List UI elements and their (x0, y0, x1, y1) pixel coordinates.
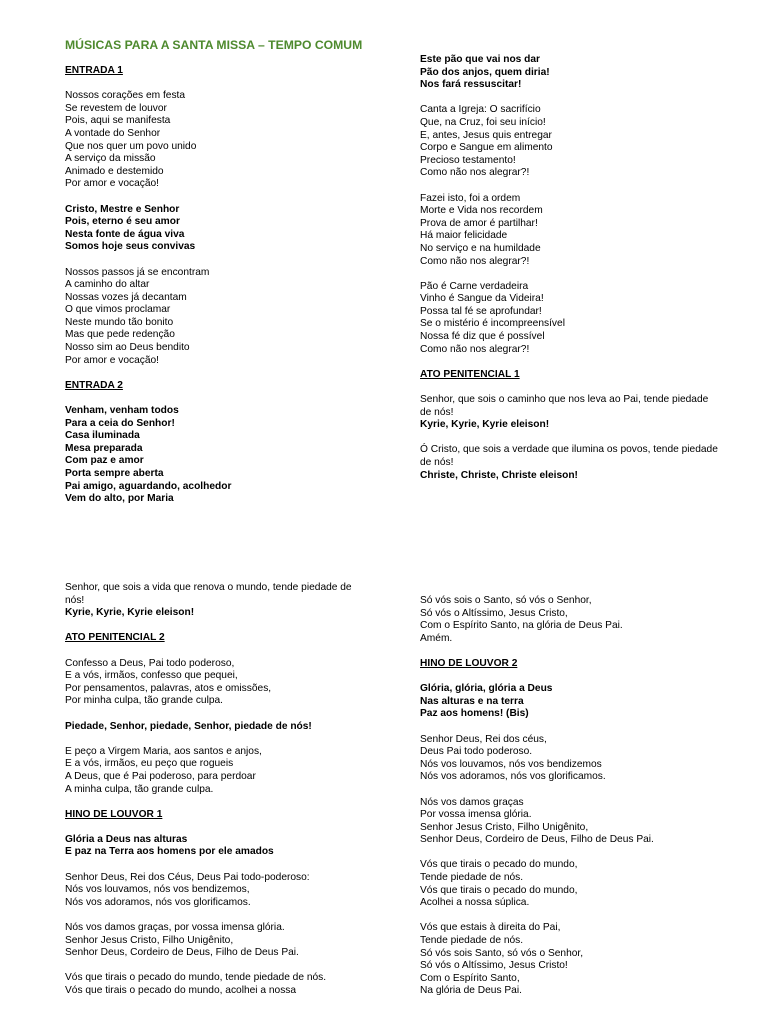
ato1-invocation-3 (65, 582, 385, 620)
lyric-line: Que nos quer um povo unido (65, 140, 197, 152)
response-line: Kyrie, Kyrie, Kyrie eleison! (420, 419, 550, 431)
lyric-line: Nós vos adoramos, nós vos glorificamos. (420, 771, 606, 783)
hino1-chorus (65, 834, 385, 859)
chorus-line: Nas alturas e na terra (420, 695, 524, 707)
chorus-line: Somos hoje seus convivas (65, 241, 196, 253)
lyric-line: Senhor Jesus Cristo, Filho Unigênito, (420, 821, 589, 833)
lyric-line: Nosso sim ao Deus bendito (65, 342, 190, 354)
chorus-line: Este pão que vai nos dar (420, 54, 541, 65)
page2-right-column (420, 595, 740, 1011)
lyric-line: Nossos corações em festa (65, 90, 186, 102)
lyric-line: Confesso a Deus, Pai todo poderoso, (65, 657, 235, 669)
hino2-verse-2 (420, 797, 740, 847)
lyric-line: Tende piedade de nós. (420, 935, 524, 947)
lyric-line: Com o Espírito Santo, (420, 972, 520, 984)
entrada2-verse-3 (420, 281, 740, 357)
document-page-2 (0, 570, 768, 1024)
lyric-line: Morte e Vida nos recordem (420, 205, 543, 217)
lyric-line: Com o Espírito Santo, na glória de Deus Pai. (420, 620, 623, 632)
lyric-line: Animado e destemido (65, 165, 164, 177)
ato1-invocation-1 (420, 394, 740, 432)
chorus-line: Paz aos homens! (Bis) (420, 708, 529, 720)
chorus-line: Com paz e amor (65, 455, 144, 467)
section-heading-hino-de-louvor-2: HINO DE LOUVOR 2 (420, 657, 518, 669)
lyric-line: E peço a Virgem Maria, aos santos e anjos, (65, 745, 262, 757)
response-line: Christe, Christe, Christe eleison! (420, 469, 578, 481)
lyric-line: Acolhei a nossa súplica. (420, 897, 530, 909)
lyric-line: Pão é Carne verdadeira (420, 280, 529, 292)
lyric-line: Deus Pai todo poderoso. (420, 746, 533, 758)
chorus-line: Pois, eterno é seu amor (65, 216, 180, 228)
section-heading-entrada-2: ENTRADA 2 (65, 379, 123, 391)
hino1-verse-3 (65, 972, 385, 997)
lyric-line: Fazei isto, foi a ordem (420, 192, 521, 204)
chorus-line: Glória, glória, glória a Deus (420, 683, 553, 695)
lyric-line: Tende piedade de nós. (420, 872, 524, 884)
lyric-line: Por amor e vocação! (65, 178, 159, 190)
lyric-line: Corpo e Sangue em alimento (420, 142, 553, 154)
lyric-line: Nossa fé diz que é possível (420, 331, 545, 343)
invocation-text: Senhor, que sois o caminho que nos leva ao Pai, tende piedade de nós! (420, 394, 709, 418)
lyric-line: No serviço e na humildade (420, 242, 541, 254)
invocation-text: Senhor, que sois a vida que renova o mundo, tende piedade de nós! (65, 582, 352, 606)
lyric-line: A minha culpa, tão grande culpa. (65, 783, 214, 795)
lyric-line: Amém. (420, 632, 453, 644)
lyric-line: Senhor Deus, Rei dos Céus, Deus Pai todo-poderoso: (65, 871, 310, 883)
hino2-verse-3 (420, 859, 740, 909)
chorus-line: Vem do alto, por Maria (65, 493, 174, 505)
section-heading-entrada-1: ENTRADA 1 (65, 65, 123, 76)
refrain-line: Piedade, Senhor, piedade, Senhor, piedade de nós! (65, 720, 312, 732)
ato2-refrain (65, 721, 385, 734)
hino2-verse-4 (420, 922, 740, 998)
lyric-line: Senhor Deus, Rei dos céus, (420, 733, 547, 745)
lyric-line: O que vimos proclamar (65, 304, 171, 316)
entrada2-chorus (65, 405, 385, 506)
lyric-line: Se o mistério é incompreensível (420, 318, 565, 330)
lyric-line: Nossos passos já se encontram (65, 266, 210, 278)
chorus-line: Pai amigo, aguardando, acolhedor (65, 480, 232, 492)
lyric-line: Senhor Deus, Cordeiro de Deus, Filho de Deus Pai. (420, 834, 654, 846)
hino2-chorus (420, 683, 740, 721)
lyric-line: Só vós o Altíssimo, Jesus Cristo, (420, 607, 568, 619)
lyric-line: Há maior felicidade (420, 230, 508, 242)
lyric-line: Senhor Deus, Cordeiro de Deus, Filho de Deus Pai. (65, 947, 299, 959)
lyric-line: Vós que tirais o pecado do mundo, tende piedade de nós. (65, 972, 327, 984)
lyric-line: Como não nos alegrar?! (420, 167, 530, 179)
page1-right-column (420, 54, 740, 495)
chorus-line: Para a ceia do Senhor! (65, 417, 175, 429)
entrada2-continuation-chorus (420, 54, 740, 92)
section-heading-ato-penitencial-2: ATO PENITENCIAL 2 (65, 632, 165, 644)
page2-left-column (65, 582, 385, 1010)
hino2-verse-1 (420, 734, 740, 784)
lyric-line: Nós vos louvamos, nós vos bendizemos, (65, 884, 250, 896)
chorus-line: Cristo, Mestre e Senhor (65, 203, 180, 215)
lyric-line: Canta a Igreja: O sacrifício (420, 104, 541, 116)
lyric-line: Só vós sois Santo, só vós o Senhor, (420, 947, 584, 959)
lyric-line: Por pensamentos, palavras, atos e omissões, (65, 682, 272, 694)
chorus-line: Pão dos anjos, quem diria! (420, 66, 550, 78)
lyric-line: Só vós sois o Santo, só vós o Senhor, (420, 595, 592, 606)
hino1-verse-1 (65, 872, 385, 910)
entrada1-chorus (65, 204, 385, 254)
hino1-verse-4 (420, 595, 740, 645)
lyric-line: Possa tal fé se aprofundar! (420, 305, 542, 317)
lyric-line: Senhor Jesus Cristo, Filho Unigênito, (65, 934, 234, 946)
lyric-line: Vós que estais à direita do Pai, (420, 922, 561, 934)
entrada2-verse-1 (420, 104, 740, 180)
entrada1-verse-1 (65, 90, 385, 191)
lyric-line: Nós vos louvamos, nós vos bendizemos (420, 758, 602, 770)
entrada2-verse-2 (420, 193, 740, 269)
lyric-line: Por amor e vocação! (65, 354, 159, 366)
section-heading-hino-de-louvor-1: HINO DE LOUVOR 1 (65, 808, 163, 820)
lyric-line: E, antes, Jesus quis entregar (420, 129, 552, 141)
lyric-line: E a vós, irmãos, confesso que pequei, (65, 670, 238, 682)
lyric-line: E a vós, irmãos, eu peço que rogueis (65, 758, 234, 770)
ato2-verse-1 (65, 658, 385, 708)
entrada1-verse-2 (65, 267, 385, 368)
chorus-line: Mesa preparada (65, 442, 143, 454)
chorus-line: Casa iluminada (65, 430, 140, 442)
lyric-line: Só vós o Altíssimo, Jesus Cristo! (420, 960, 568, 972)
lyric-line: A vontade do Senhor (65, 127, 161, 139)
chorus-line: Porta sempre aberta (65, 468, 164, 479)
lyric-line: Pois, aqui se manifesta (65, 115, 171, 127)
chorus-line: Glória a Deus nas alturas (65, 833, 188, 845)
lyric-line: Vós que tirais o pecado do mundo, (420, 884, 578, 896)
chorus-line: E paz na Terra aos homens por ele amados (65, 846, 274, 858)
lyric-line: Como não nos alegrar?! (420, 343, 530, 355)
chorus-line: Nesta fonte de água viva (65, 228, 185, 240)
lyric-line: Se revestem de louvor (65, 102, 167, 114)
lyric-line: Neste mundo tão bonito (65, 316, 174, 328)
lyric-line: Nós vos adoramos, nós vos glorificamos. (65, 896, 251, 908)
invocation-text: Ó Cristo, que sois a verdade que ilumina os povos, tende piedade de nós! (420, 444, 718, 468)
lyric-line: Vinho é Sangue da Videira! (420, 293, 544, 305)
lyric-line: Vós que tirais o pecado do mundo, (420, 859, 578, 871)
lyric-line: Nós vos damos graças, por vossa imensa glória. (65, 922, 285, 934)
lyric-line: Prova de amor é partilhar! (420, 217, 538, 229)
ato2-verse-2 (65, 746, 385, 796)
lyric-line: Na glória de Deus Pai. (420, 985, 522, 997)
lyric-line: Vós que tirais o pecado do mundo, acolhei a nossa (65, 985, 297, 996)
lyric-line: Nós vos damos graças (420, 796, 524, 808)
lyric-line: A caminho do altar (65, 279, 150, 291)
chorus-line: Nos fará ressuscitar! (420, 79, 522, 91)
response-line: Kyrie, Kyrie, Kyrie eleison! (65, 607, 195, 619)
lyric-line: A Deus, que é Pai poderoso, para perdoar (65, 770, 256, 782)
lyric-line: Por minha culpa, tão grande culpa. (65, 695, 224, 707)
lyric-line: Nossas vozes já decantam (65, 291, 187, 303)
lyric-line: Que, na Cruz, foi seu início! (420, 116, 546, 128)
ato1-invocation-2 (420, 444, 740, 482)
lyric-line: Como não nos alegrar?! (420, 255, 530, 267)
page1-left-column (65, 38, 385, 518)
lyric-line: Precioso testamento! (420, 154, 516, 166)
lyric-line: A serviço da missão (65, 153, 156, 165)
document-title: MÚSICAS PARA A SANTA MISSA – TEMPO COMUM (65, 38, 363, 52)
section-heading-ato-penitencial-1: ATO PENITENCIAL 1 (420, 368, 520, 380)
lyric-line: Mas que pede redenção (65, 329, 175, 341)
chorus-line: Venham, venham todos (65, 405, 179, 417)
hino1-verse-2 (65, 922, 385, 960)
lyric-line: Por vossa imensa glória. (420, 809, 532, 821)
